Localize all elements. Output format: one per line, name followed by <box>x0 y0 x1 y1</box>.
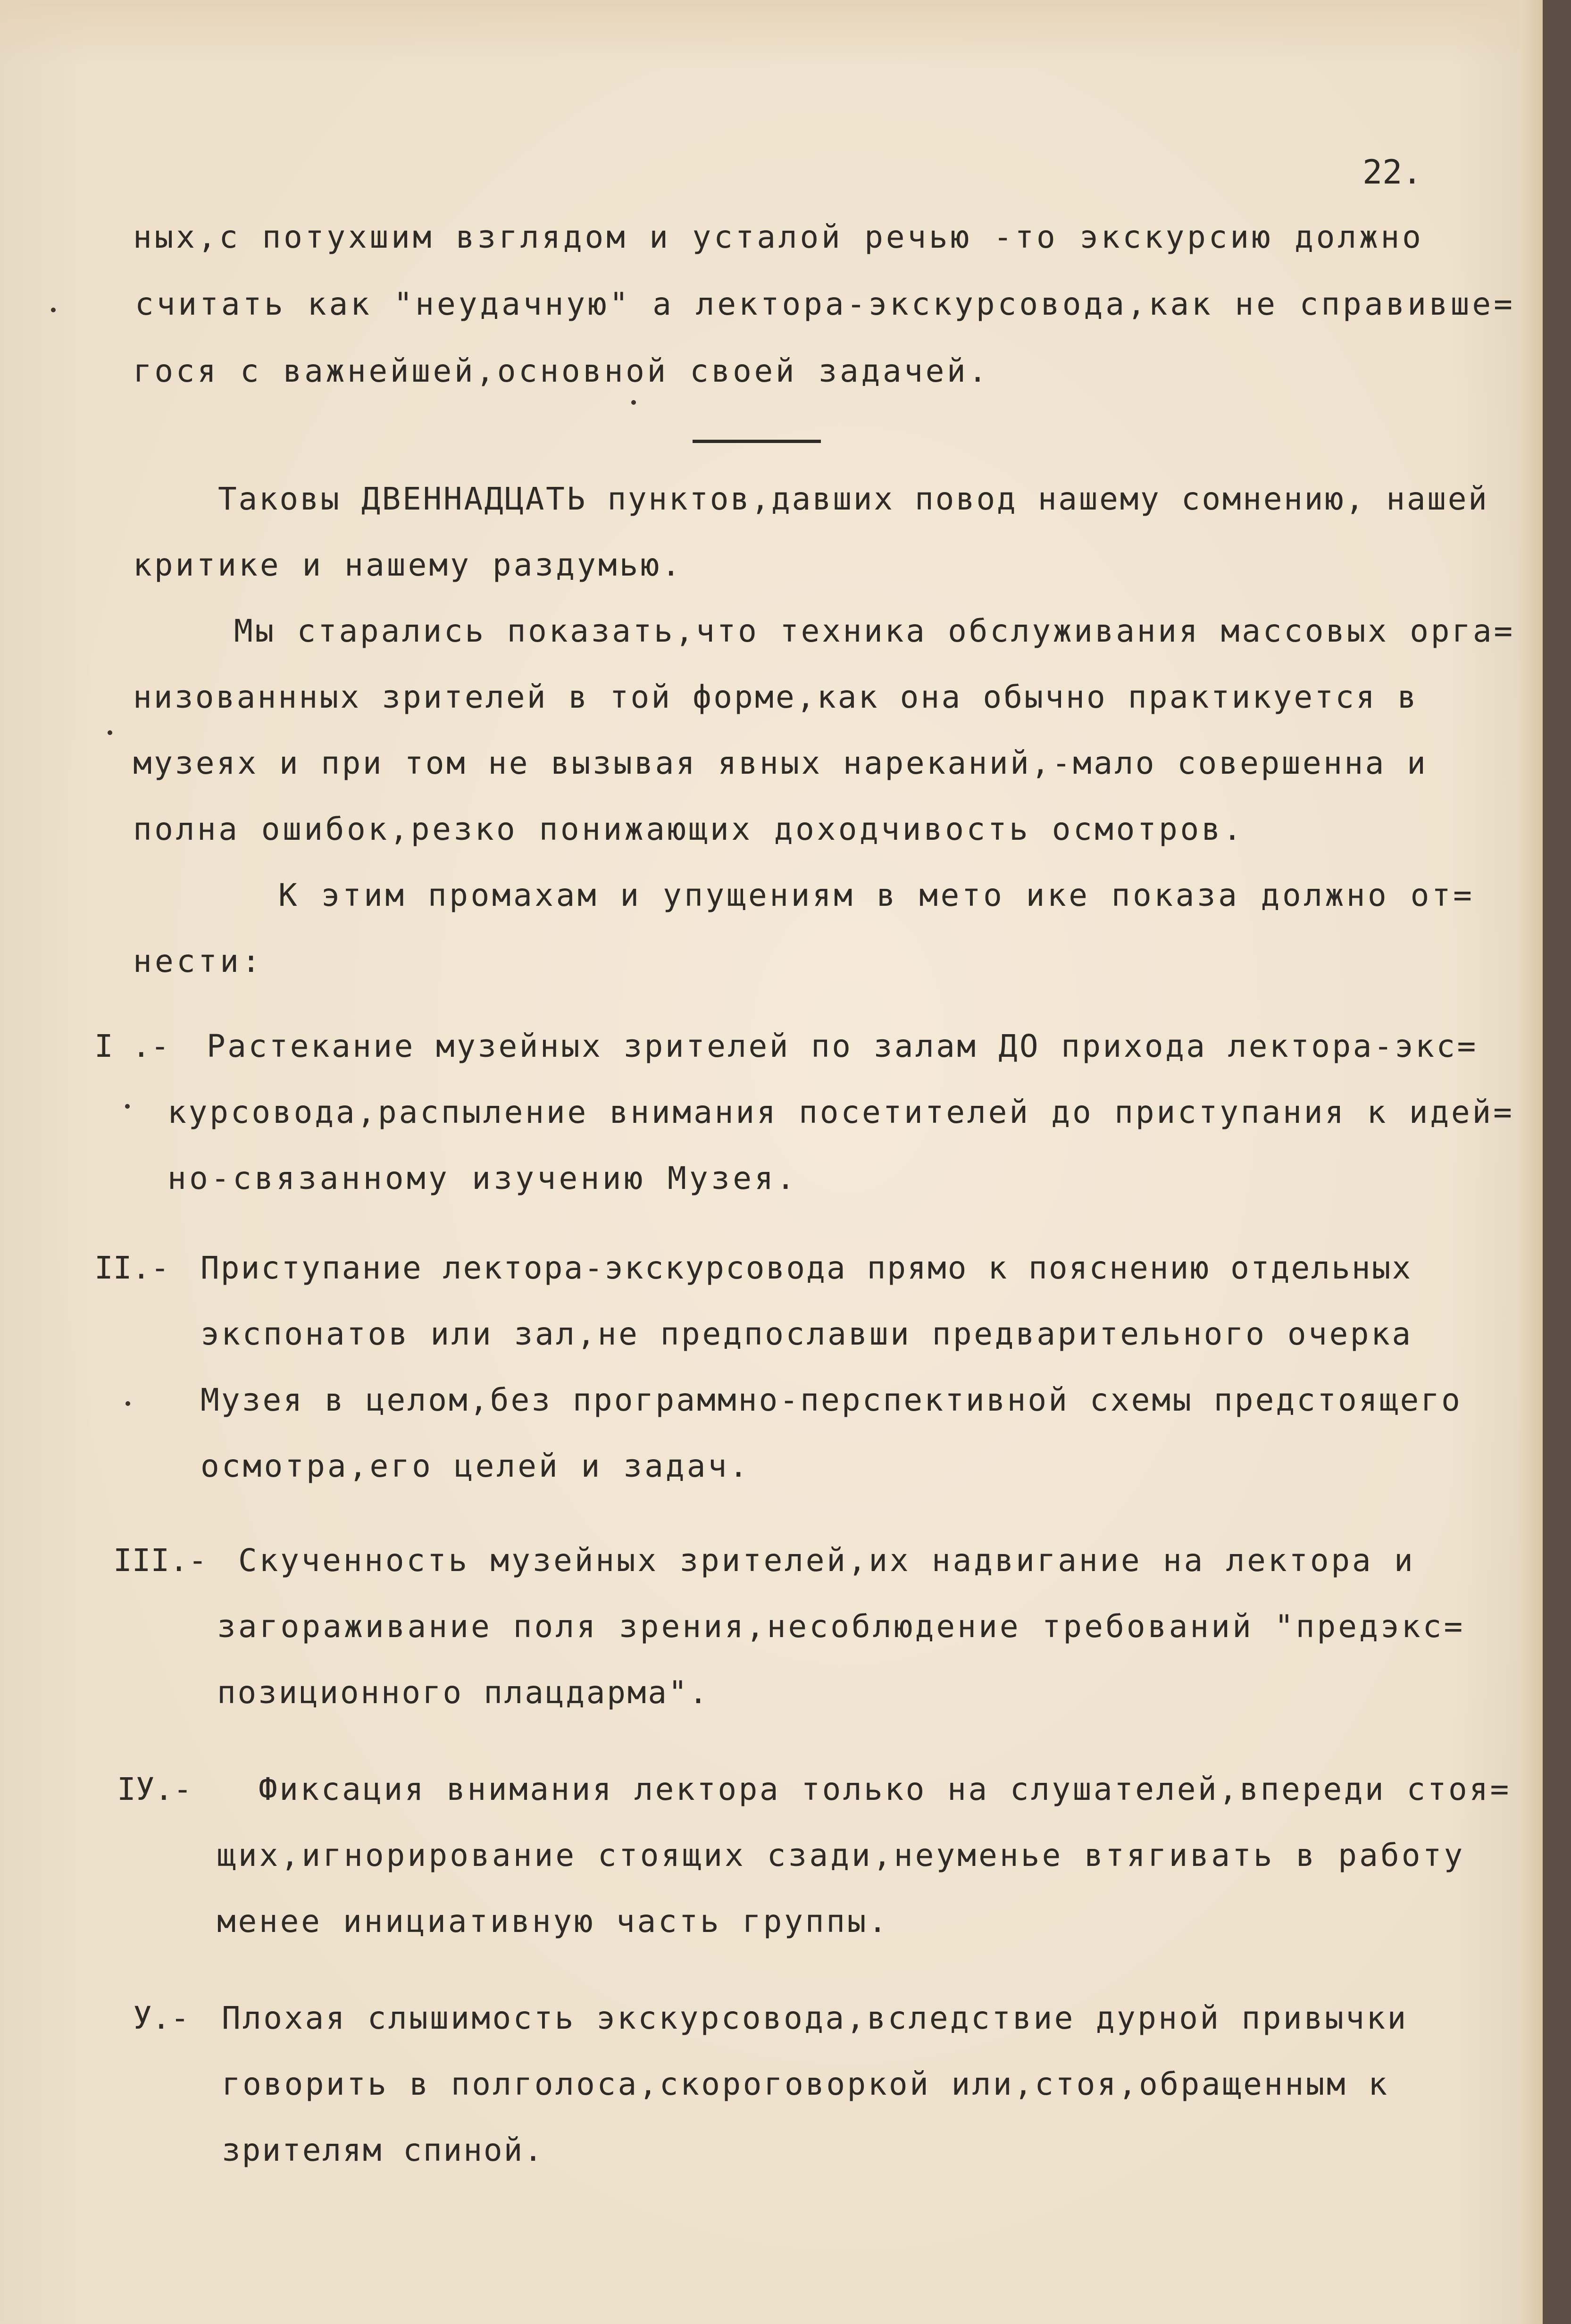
item-line: говорить в полголоса,скороговоркой или,стоя,обращенным к <box>222 2066 1389 2102</box>
item-line: Плохая слышимость экскурсовода,вследствие дурной привычки <box>222 2000 1408 2036</box>
continuation-line: ных,с потухшим взглядом и усталой речью -то экскурсию должно <box>133 219 1424 255</box>
ink-speck <box>125 1104 130 1109</box>
section-divider <box>693 440 821 443</box>
continuation-line: гося с важнейшей,основной своей задачей. <box>133 353 990 389</box>
item-line: Скученность музейных зрителей,их надвигание на лектора и <box>238 1542 1415 1579</box>
item-line: Растекание музейных зрителей по залам ДО прихода лектора-экс= <box>207 1028 1478 1064</box>
summary-line: К этим промахам и упущениям в мето ике показа должно от= <box>278 877 1475 913</box>
summary-line: музеях и при том не вызывая явных нареканий,-мало совершенна и <box>133 745 1428 781</box>
item-line: щих,игнорирование стоящих сзади,неуменье втягивать в работу <box>217 1837 1465 1873</box>
item-line: курсовода,распыление внимания посетителей до приступания к идей= <box>167 1094 1514 1130</box>
page-right-edge <box>1519 0 1543 2324</box>
item-line: экспонатов или зал,не предпославши предварительного очерка <box>201 1316 1413 1352</box>
item-line: зрителям спиной. <box>222 2132 544 2168</box>
item-line: Музея в целом,без программно-перспективной схемы предстоящего <box>201 1382 1462 1418</box>
summary-line: Мы старались показать,что техника обслуживания массовых орга= <box>234 613 1515 649</box>
item-numeral: IУ.- <box>117 1771 192 1807</box>
continuation-line: считать как "неудачную" а лектора-экскурсовода,как не справивше= <box>135 286 1515 322</box>
ink-speck <box>108 730 112 735</box>
item-line: менее инициативную часть группы. <box>217 1903 889 1939</box>
summary-line: критике и нашему раздумью. <box>133 547 683 583</box>
page-top-edge <box>0 0 1543 66</box>
item-line: но-связанному изучению Музея. <box>167 1160 798 1196</box>
item-numeral: I .- <box>94 1028 169 1064</box>
item-numeral: II.- <box>94 1250 169 1286</box>
item-line: осмотра,его целей и задач. <box>201 1448 751 1484</box>
item-numeral: III.- <box>113 1542 207 1579</box>
summary-line: нести: <box>133 943 264 979</box>
item-line: Приступание лектора-экскурсовода прямо к пояснению отдельных <box>201 1250 1412 1286</box>
summary-line: полна ошибок,резко понижающих доходчивость осмотров. <box>133 811 1245 847</box>
summary-line: Таковы ДВЕННАДЦАТЬ пунктов,давших повод нашему сомнению, нашей <box>218 481 1489 517</box>
ink-speck <box>125 1401 130 1406</box>
item-line: загораживание поля зрения,несоблюдение требований "предэкс= <box>217 1608 1465 1645</box>
item-line: позиционного плацдарма". <box>217 1674 710 1711</box>
summary-line: низованнных зрителей в той форме,как она обычно практикуется в <box>133 679 1418 715</box>
item-line: Фиксация внимания лектора только на слушателей,впереди стоя= <box>259 1771 1511 1807</box>
item-numeral: У.- <box>133 2000 190 2036</box>
ink-speck <box>51 308 56 312</box>
page-number: 22. <box>1362 153 1422 192</box>
ink-speck <box>631 400 636 405</box>
